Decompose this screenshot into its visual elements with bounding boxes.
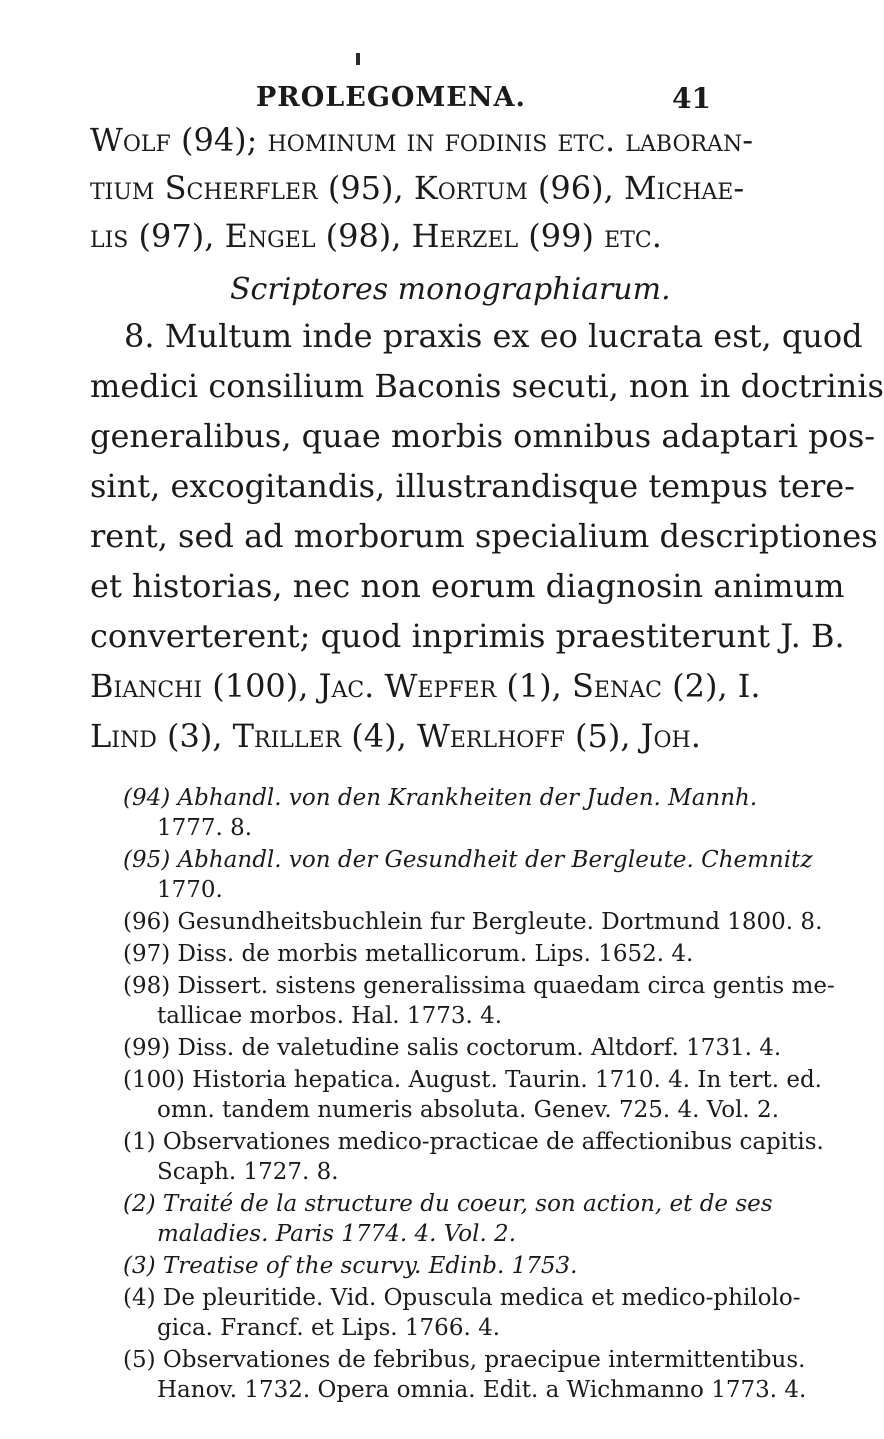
body-line-12: Bianchi (100), Jac. Wepfer (1), Senac (2), I. (90, 667, 761, 705)
footnote-94: (94) Abhandl. von den Krankheiten der Juden. Mannh. (123, 785, 758, 811)
footnote-95: (95) Abhandl. von der Gesundheit der Bergleute. Chemnitz (123, 847, 813, 873)
footnote-100: (100) Historia hepatica. August. Taurin. 1710. 4. In tert. ed. (123, 1067, 822, 1093)
ink-mark (356, 53, 360, 65)
footnote-2: (2) Traité de la structure du coeur, son action, et de ses (123, 1191, 773, 1217)
footnote-98-cont: tallicae morbos. Hal. 1773. 4. (157, 1003, 503, 1029)
body-line-2: tium Scherfler (95), Kortum (96), Michae- (90, 169, 745, 207)
footnote-99: (99) Diss. de valetudine salis coctorum. Altdorf. 1731. 4. (123, 1035, 782, 1061)
footnote-98: (98) Dissert. sistens generalissima quaedam circa gentis me- (123, 973, 835, 999)
footnote-96: (96) Gesundheitsbuchlein fur Bergleute. Dortmund 1800. 8. (123, 909, 823, 935)
footnote-2-cont: maladies. Paris 1774. 4. Vol. 2. (157, 1221, 517, 1247)
footnote-4-cont: gica. Francf. et Lips. 1766. 4. (157, 1315, 501, 1341)
running-title: PROLEGOMENA. (256, 82, 526, 113)
body-line-6: medici consilium Baconis secuti, non in doctrinis (90, 367, 884, 405)
section-heading: Scriptores monographiarum. (230, 272, 671, 307)
body-line-9: rent, sed ad morborum specialium descriptiones (90, 517, 878, 555)
footnote-5: (5) Observationes de febribus, praecipue intermittentibus. (123, 1347, 806, 1373)
body-line-7: generalibus, quae morbis omnibus adaptari pos- (90, 417, 876, 455)
body-line-8: sint, excogitandis, illustrandisque tempus tere- (90, 467, 855, 505)
page-header (0, 82, 800, 122)
footnote-94-cont: 1777. 8. (157, 815, 253, 841)
body-line-3: lis (97), Engel (98), Herzel (99) etc. (90, 217, 662, 255)
body-line-13: Lind (3), Triller (4), Werlhoff (5), Joh. (90, 717, 701, 755)
footnote-3: (3) Treatise of the scurvy. Edinb. 1753. (123, 1253, 578, 1279)
footnote-1-cont: Scaph. 1727. 8. (157, 1159, 339, 1185)
footnote-4: (4) De pleuritide. Vid. Opuscula medica et medico-philolo- (123, 1285, 801, 1311)
footnote-1: (1) Observationes medico-practicae de affectionibus capitis. (123, 1129, 824, 1155)
footnote-100-cont: omn. tandem numeris absoluta. Genev. 725. 4. Vol. 2. (157, 1097, 779, 1123)
footnote-95-cont: 1770. (157, 877, 223, 903)
body-line-11: converterent; quod inprimis praestiterunt J. B. (90, 617, 845, 655)
body-line-1: Wolf (94); hominum in fodinis etc. laboran- (90, 121, 753, 159)
footnote-97: (97) Diss. de morbis metallicorum. Lips. 1652. 4. (123, 941, 694, 967)
footnote-5-cont: Hanov. 1732. Opera omnia. Edit. a Wichmanno 1773. 4. (157, 1377, 807, 1403)
body-line-5: 8. Multum inde praxis ex eo lucrata est, quod (124, 317, 863, 355)
page-number: 41 (672, 82, 711, 115)
body-line-10: et historias, nec non eorum diagnosin animum (90, 567, 845, 605)
